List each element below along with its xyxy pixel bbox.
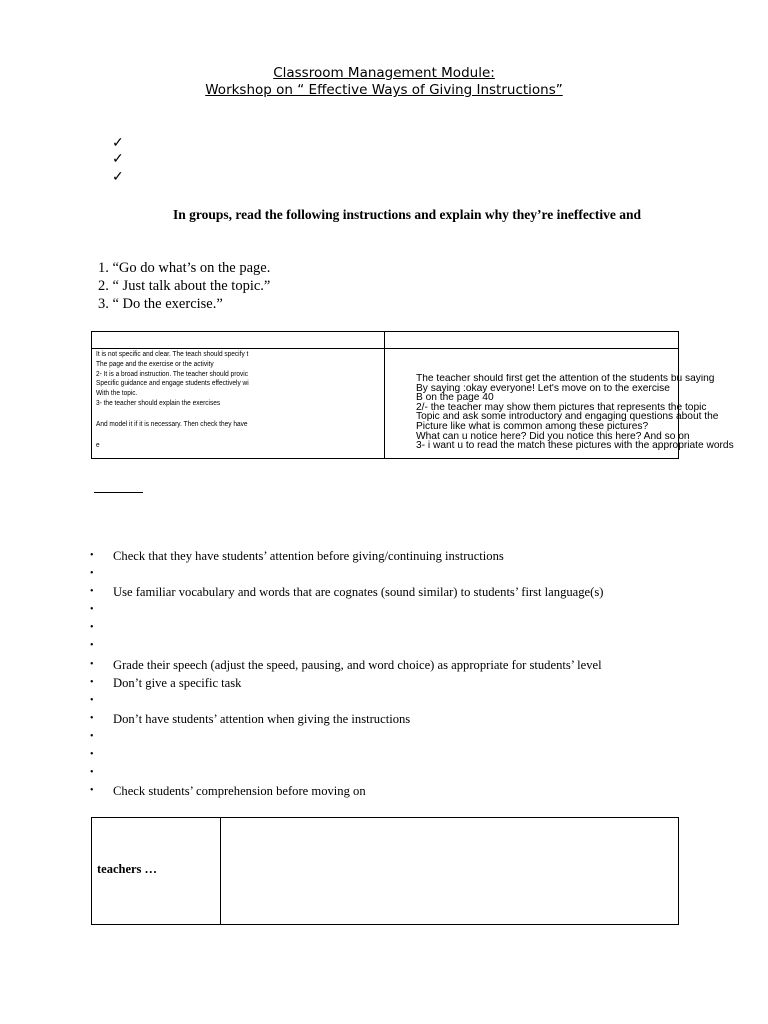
document-title: Classroom Management Module: — [273, 65, 495, 81]
cell-line: 3- i want u to read the match these pictures with the appropriate words — [416, 440, 734, 452]
teachers-box-divider — [220, 817, 221, 925]
bullet-icon: • — [90, 604, 94, 616]
document-subtitle: Workshop on “ Effective Ways of Giving Instructions” — [205, 82, 563, 98]
teachers-box-label: teachers … — [97, 862, 158, 876]
table-cell-reasons — [96, 349, 251, 457]
cell-line: Specific guidance and engage students effectively wi — [96, 378, 249, 388]
list-item-text: Don’t have students’ attention when giving the instructions — [113, 711, 411, 726]
bullet-icon: • — [90, 749, 94, 761]
checkmark-icon: ✓ — [112, 136, 124, 151]
bullet-icon: • — [90, 767, 94, 779]
cell-line: B on the page 40 — [416, 392, 494, 404]
blank-line — [94, 492, 143, 493]
bullet-icon: • — [90, 712, 94, 724]
cell-line: By saying :okay everyone! Let's move on to the exercise — [416, 382, 670, 394]
bullet-icon: • — [90, 730, 94, 742]
teachers-box — [91, 817, 679, 925]
cell-line — [96, 429, 251, 440]
checkmark-icon: ✓ — [112, 170, 124, 185]
list-item-text: Check students’ comprehension before moving on — [113, 784, 366, 799]
cell-line: It is not specific and clear. The teach should specify t — [96, 349, 249, 358]
task-heading: In groups, read the following instructions and explain why they’re ineffective and — [172, 207, 642, 222]
cell-line: Picture like what is common among these pictures? — [416, 420, 649, 432]
list-item-text: Don’t give a specific task — [113, 675, 242, 690]
cell-line: Topic and ask some introductory and engaging questions about the — [416, 411, 719, 423]
cell-line: What can u notice here? Did you notice this here? And so on — [416, 430, 690, 442]
bullet-icon: • — [90, 586, 94, 598]
checkmark-icon: ✓ — [112, 152, 124, 167]
bullet-icon: • — [90, 622, 94, 634]
bullet-icon: • — [90, 640, 94, 652]
table-cell-improvements — [416, 374, 768, 457]
cell-line: The page and the exercise or the activity — [96, 358, 214, 368]
instruction-item: 3. “ Do the exercise.” — [98, 296, 223, 312]
bullet-icon: • — [90, 550, 94, 561]
cell-line — [96, 408, 251, 419]
bullet-icon: • — [90, 694, 94, 706]
bullet-icon: • — [90, 676, 94, 688]
cell-line: 3- the teacher should explain the exercises — [96, 397, 221, 407]
cell-line: And model it if it is necessary. Then check they have — [96, 418, 248, 428]
cell-line: 2/- the teacher may show them pictures that represents the topic — [416, 401, 707, 413]
table-column-divider — [384, 331, 385, 458]
list-item-text: Grade their speech (adjust the speed, pausing, and word choice) as appropriate for students’ level — [113, 657, 602, 672]
cell-line: The teacher should first get the attention of the students bu saying — [416, 374, 715, 384]
cell-line: e — [96, 439, 100, 449]
bullet-icon: • — [90, 658, 94, 670]
list-item-text: Check that they have students’ attention before giving/continuing instructions — [113, 549, 504, 563]
cell-line: 2- It is a broad instruction. The teacher should provic — [96, 368, 248, 378]
bullet-icon: • — [90, 568, 94, 580]
instruction-item: 1. “Go do what’s on the page. — [98, 260, 271, 276]
instruction-item: 2. “ Just talk about the topic.” — [98, 278, 271, 294]
bullet-icon: • — [90, 785, 94, 797]
list-item-text: Use familiar vocabulary and words that are cognates (sound similar) to students’ first language(s) — [113, 585, 604, 600]
cell-line: With the topic. — [96, 388, 138, 398]
